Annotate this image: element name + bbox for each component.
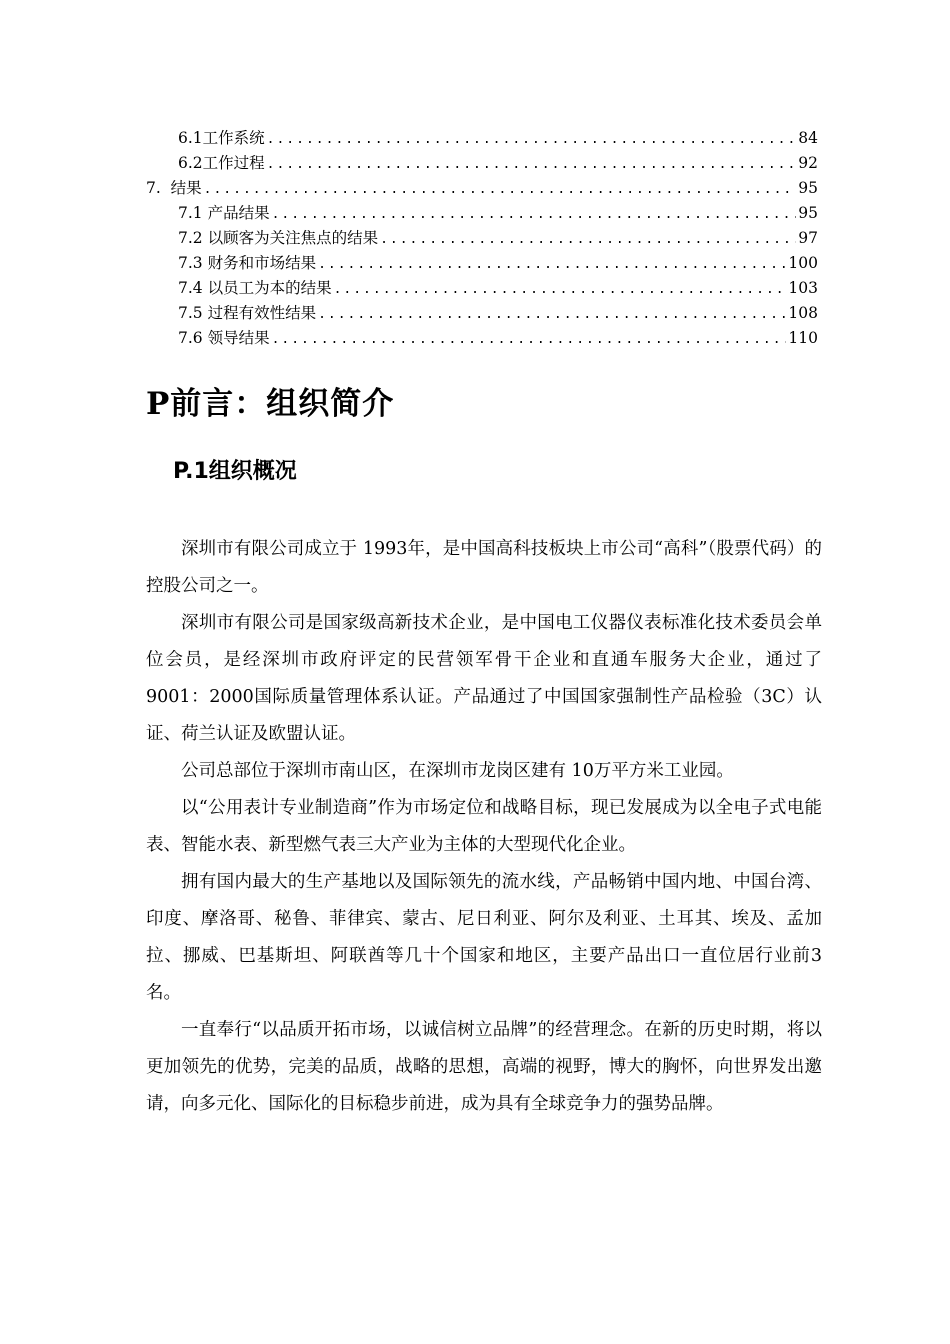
toc-entry-page: 108	[788, 304, 818, 322]
toc-entry-label: 7.6 领导结果	[178, 329, 270, 347]
toc-leader-dots	[318, 307, 786, 322]
toc-entry-label: 7.5 过程有效性结果	[178, 304, 317, 322]
toc-entry-label: 7.3 财务和市场结果	[178, 254, 317, 272]
toc-entry-label: 7.4 以员工为本的结果	[178, 279, 332, 297]
toc-entry[interactable]	[146, 151, 818, 176]
paragraph: 公司总部位于深圳市南山区，在深圳市龙岗区建有 10万平方米工业园。	[181, 761, 734, 781]
toc-entry-page: 110	[788, 329, 818, 347]
toc-entry-page: 95	[798, 204, 818, 222]
toc-leader-dots	[204, 182, 797, 197]
toc-entry-page: 84	[798, 129, 818, 147]
toc-entry-label: 6.1工作系统	[178, 129, 265, 147]
toc-entry-page: 92	[798, 154, 818, 172]
toc-leader-dots	[318, 257, 786, 272]
toc-entry[interactable]	[146, 251, 818, 276]
toc-leader-dots	[267, 157, 797, 172]
toc-entry[interactable]	[146, 226, 818, 251]
paragraph: 拥有国内最大的生产基地以及国际领先的流水线，产品畅销中国内地、中国台湾、印度、摩洛哥、秘鲁、菲律宾、蒙古、尼日利亚、阿尔及利亚、土耳其、埃及、孟加拉、挪威、巴基斯坦、阿联酋等几十个国家和地区，主要产品出口一直位居行业前3名。	[146, 872, 822, 1003]
paragraph: 深圳市有限公司成立于 1993年，是中国高科技板块上市公司“高科”（股票代码）的控股公司之一。	[146, 539, 822, 596]
toc-entry[interactable]	[146, 276, 818, 301]
section-heading: P.1组织概况	[173, 459, 297, 484]
toc-entry-page: 97	[798, 229, 818, 247]
paragraph: 深圳市有限公司是国家级高新技术企业，是中国电工仪器仪表标准化技术委员会单位会员，是经深圳市政府评定的民营领军骨干企业和直通车服务大企业，通过了 9001：2000国际质量管理体系认证。产品通过了中国国家强制性产品检验（3C）认证、荷兰认证及欧盟认证。	[146, 613, 822, 744]
chapter-heading: P前言：组织简介	[146, 386, 395, 422]
toc-leader-dots	[380, 232, 796, 247]
toc-entry[interactable]	[146, 126, 818, 151]
toc-entry[interactable]	[146, 326, 818, 351]
toc-entry[interactable]	[146, 301, 818, 326]
toc-leader-dots	[272, 207, 797, 222]
toc-leader-dots	[267, 132, 797, 147]
toc-entry-label: 6.2工作过程	[178, 154, 265, 172]
toc-entry-label: 7.1 产品结果	[178, 204, 270, 222]
toc-entry[interactable]	[146, 176, 818, 201]
toc-entry-page: 103	[788, 279, 818, 297]
table-of-contents	[146, 126, 818, 351]
toc-entry-label: 7.2 以顾客为关注焦点的结果	[178, 229, 379, 247]
toc-entry-page: 100	[788, 254, 818, 272]
body-text	[146, 531, 822, 1123]
toc-entry[interactable]	[146, 201, 818, 226]
toc-entry-page: 95	[798, 179, 818, 197]
toc-entry-label: 7. 结果	[146, 179, 202, 197]
toc-leader-dots	[334, 282, 787, 297]
paragraph: 以“公用表计专业制造商”作为市场定位和战略目标，现已发展成为以全电子式电能表、智能水表、新型燃气表三大产业为主体的大型现代化企业。	[146, 798, 822, 855]
toc-leader-dots	[272, 332, 787, 347]
paragraph: 一直奉行“以品质开拓市场，以诚信树立品牌”的经营理念。在新的历史时期，将以更加领先的优势，完美的品质，战略的思想，高端的视野，博大的胸怀，向世界发出邀请，向多元化、国际化的目标稳步前进，成为具有全球竞争力的强势品牌。	[146, 1020, 822, 1114]
